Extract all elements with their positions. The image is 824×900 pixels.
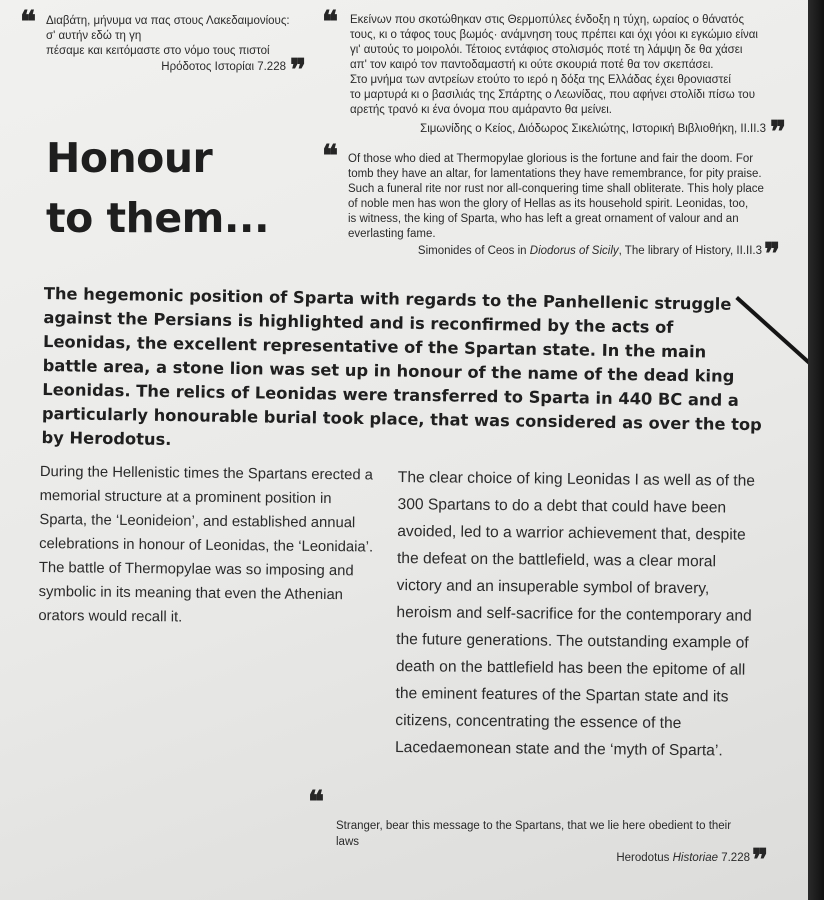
bottom-quote-text: Stranger, bear this message to the Spartans, that we lie here obedient to their laws	[336, 820, 732, 848]
quote-line: Στο μνήμα των αντρείων ετούτο το ιερό η δόξα της Ελλάδας έχει θρονιαστεί	[350, 74, 731, 86]
english-quote-source	[330, 244, 762, 259]
quote-close-mark: ❞	[752, 843, 769, 878]
lead-paragraph: The hegemonic position of Sparta with regards to the Panhellenic struggle against the Persians is highlighted and is reconfirmed by the acts of Leonidas, the excellent representative of the Spartan state. In the main battle area, a stone lion was set up in honour of the name of the dead king Leonidas. The relics of Leonidas were transferred to Sparta in 440 BC and a particularly honourable burial took place, that was considered as over the top by Herodotus.	[41, 283, 762, 450]
body-left-column: During the Hellenistic times the Spartans erected a memorial structure at a prominent position in Sparta, the ‘Leonideion’, and established annual celebrations in honour of Leonidas, the ‘Leonidaia’. The battle of Thermopylae was so imposing and symbolic in its meaning that even the Athenian orators would recall it.	[38, 463, 374, 626]
quote-line: Διαβάτη, μήνυμα να πας στους Λακεδαιμονίους:	[46, 15, 290, 27]
title-line: Honour	[46, 134, 213, 182]
bottom-quote	[336, 818, 756, 866]
page-title	[46, 128, 286, 248]
source-work: Historiae	[672, 852, 719, 864]
quote-line: τους, κι ο τάφος τους βωμός· ανάμνηση τους πρέπει και όχι γόοι κι εγκώμιο είναι	[350, 29, 758, 41]
quote-close-mark: ❞	[764, 237, 781, 272]
quote-line: of noble men has won the glory of Hellas as its household spirit. Leonidas, too,	[348, 198, 749, 210]
quote-line: απ' τον καιρό τον παντοδαμαστή κι ούτε σκουριά ποτέ θα τον σκεπάσει.	[350, 59, 714, 71]
quote-line: γι' αυτούς το μοιρολόι. Τέτοιος εντάφιος στολισμός ποτέ τη λάμψη δε θα χάσει	[350, 44, 743, 56]
quote-line: Of those who died at Thermopylae glorious is the fortune and fair the doom. For	[348, 153, 754, 165]
source-work: Diodorus of Sicily	[529, 245, 619, 257]
quote-open-mark: ❝	[322, 5, 339, 40]
body-right-column: The clear choice of king Leonidas I as well as of the 300 Spartans to do a debt that could have been avoided, led to a warrior achievement that, despite the defeat on the battlefield, was a clear moral victory and an insuperable symbol of bravery, heroism and self-sacrifice for the contemporary and the future generations. The outstanding example of death on the battlefield has been the epitome of all the eminent features of the Spartan state and its citizens, concentrating the essence of the Lacedaemonean state and the ‘myth of Sparta’.	[394, 468, 756, 760]
panel-dark-edge	[808, 0, 824, 900]
english-quote	[348, 152, 778, 242]
quote-close-mark: ❞	[770, 115, 787, 150]
source-suffix: 7.228	[718, 852, 750, 864]
source-suffix: , The library of History, II.II.3	[618, 245, 762, 257]
quote-line: αρετής τρανό κι ένα όνομα που αμάραντο θα μείνει.	[350, 104, 612, 116]
quote-line: is witness, the king of Sparta, who has left a great ornament of valour and an	[348, 213, 739, 225]
bottom-quote-source	[336, 850, 756, 866]
quote-line: tomb they have an altar, for lamentations they have remembrance, for pity praise.	[348, 168, 762, 180]
quote-open-mark: ❝	[20, 5, 37, 40]
greek-quote-right	[350, 13, 790, 118]
greek-quote-left	[46, 14, 316, 59]
quote-close-mark: ❞	[290, 53, 307, 88]
quote-line: πέσαμε και κειτόμαστε στο νόμο τους πιστοί	[46, 45, 270, 57]
greek-quote-left-source: Ηρόδοτος Ιστορίαι 7.228	[161, 61, 286, 73]
quote-open-mark: ❝	[322, 139, 339, 174]
greek-quote-right-source: Σιμωνίδης ο Κείος, Διόδωρος Σικελιώτης, Ιστορική Βιβλιοθήκη, ΙΙ.ΙΙ.3	[420, 123, 766, 135]
quote-line: Such a funeral rite nor rust nor all-conquering time shall obliterate. This holy place	[348, 183, 764, 195]
quote-line: everlasting fame.	[348, 228, 436, 240]
quote-line: Εκείνων που σκοτώθηκαν στις Θερμοπύλες ένδοξη η τύχη, ωραίος ο θάνατός	[350, 14, 744, 26]
quote-line: σ' αυτήν εδώ τη γη	[46, 30, 142, 42]
quote-line: το μαρτυρά κι ο βασιλιάς της Σπάρτης ο Λεωνίδας, που αφήνει στολίδι πίσω του	[350, 89, 755, 101]
source-prefix: Simonides of Ceos in	[417, 245, 530, 257]
title-line: to them...	[46, 194, 270, 242]
source-prefix: Herodotus	[616, 852, 673, 864]
quote-open-mark: ❝	[308, 785, 325, 820]
